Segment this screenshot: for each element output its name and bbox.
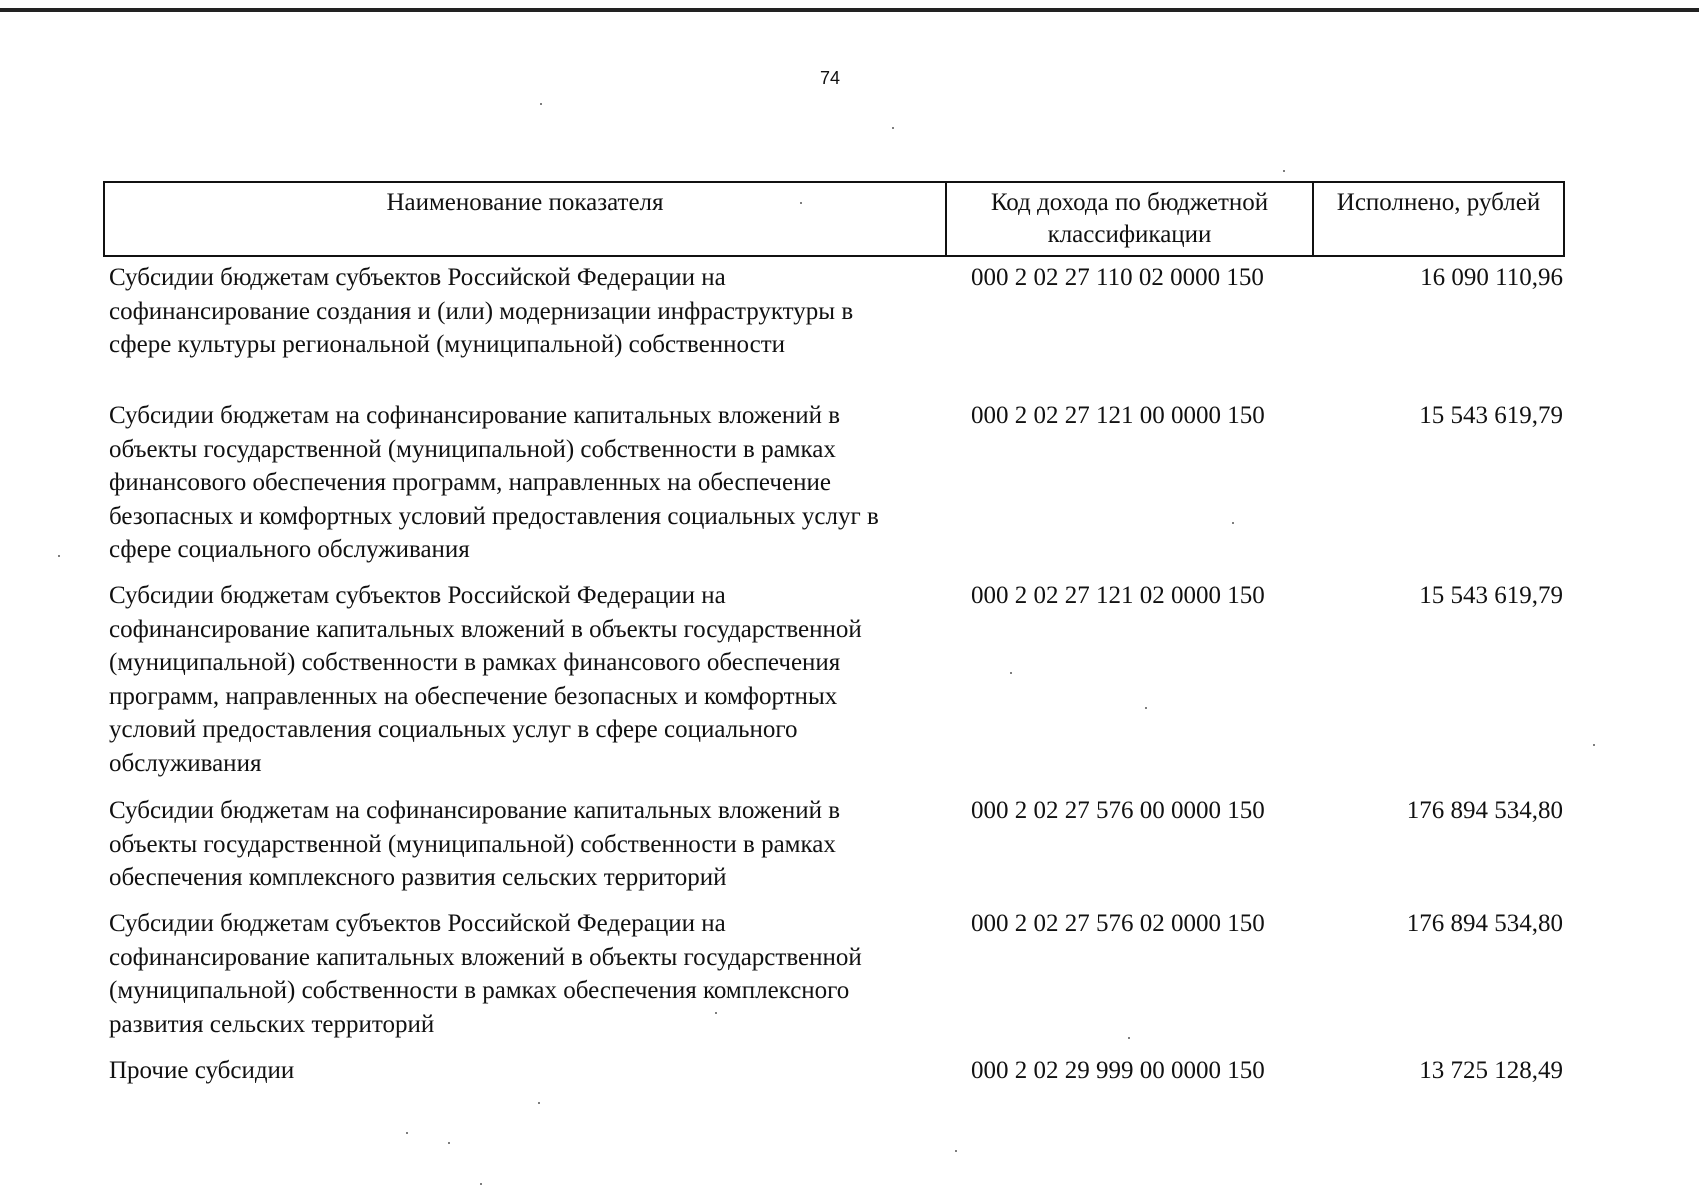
scan-speck (715, 1012, 717, 1014)
row-code: 000 2 02 27 121 02 0000 150 (971, 582, 1265, 609)
budget-table (103, 181, 1565, 1094)
scan-speck (1010, 672, 1012, 674)
scan-speck (58, 555, 60, 557)
row-name: Субсидии бюджетам субъектов Российской Федерации на софинансирование создания и (или) модернизации инфраструктуры в сфере культуры региональной (муниципальной) собственности (109, 264, 854, 358)
row-name: Субсидии бюджетам на софинансирование капитальных вложений в объекты государственной (муниципальной) собственности в рамках обеспечения комплексного развития сельских территорий (109, 797, 841, 891)
scan-speck (480, 1183, 482, 1185)
table-row (103, 399, 1565, 579)
scan-speck (1593, 744, 1595, 746)
scan-speck (538, 1102, 540, 1104)
scan-speck (448, 1142, 450, 1144)
page-number: 74 (820, 68, 841, 88)
row-value: 176 894 534,80 (1406, 910, 1563, 937)
scan-speck (406, 1132, 408, 1134)
table-row (103, 794, 1565, 907)
table-row (103, 257, 1565, 399)
top-border-line (0, 8, 1699, 12)
table-row (103, 907, 1565, 1054)
row-code: 000 2 02 27 121 00 0000 150 (971, 402, 1265, 429)
table-row (103, 1054, 1565, 1094)
row-name: Прочие субсидии (109, 1057, 295, 1084)
header-code: Код дохода по бюджетной классификации (947, 183, 1314, 255)
row-value: 15 543 619,79 (1419, 402, 1563, 429)
row-name: Субсидии бюджетам субъектов Российской Федерации на софинансирование капитальных вложений в объекты государственной (муниципальной) собственности в рамках финансового обеспечения программ, направленных на обеспечение безопасных и комфортных условий предоставления социальных услуг в сфере социального обслуживания (109, 582, 862, 777)
row-name: Субсидии бюджетам на софинансирование капитальных вложений в объекты государственной (муниципальной) собственности в рамках финансового обеспечения программ, направленных на обеспечение безопасных и комфортных условий предоставления социальных услуг в сфере социального обслуживания (109, 402, 879, 563)
table-header (103, 181, 1565, 257)
header-value: Исполнено, рублей (1336, 189, 1541, 216)
header-name: Наименование показателя (105, 183, 947, 255)
scan-speck (800, 202, 802, 204)
table-row (103, 579, 1565, 794)
scan-speck (955, 1150, 957, 1152)
scan-speck (540, 103, 542, 105)
scan-speck (1283, 170, 1285, 172)
row-value: 13 725 128,49 (1419, 1057, 1563, 1084)
scan-speck (1232, 522, 1234, 524)
row-value: 15 543 619,79 (1419, 582, 1563, 609)
row-name: Субсидии бюджетам субъектов Российской Федерации на софинансирование капитальных вложений в объекты государственной (муниципальной) собственности в рамках обеспечения комплексного развития сельских территорий (109, 910, 862, 1038)
row-code: 000 2 02 27 576 02 0000 150 (971, 910, 1265, 937)
row-value: 176 894 534,80 (1406, 797, 1563, 824)
scan-speck (1145, 707, 1147, 709)
row-code: 000 2 02 27 576 00 0000 150 (971, 797, 1265, 824)
scan-speck (892, 127, 894, 129)
row-code: 000 2 02 27 110 02 0000 150 (971, 264, 1264, 291)
scan-speck (1128, 1037, 1130, 1039)
row-code: 000 2 02 29 999 00 0000 150 (971, 1057, 1265, 1084)
row-value: 16 090 110,96 (1420, 264, 1563, 291)
